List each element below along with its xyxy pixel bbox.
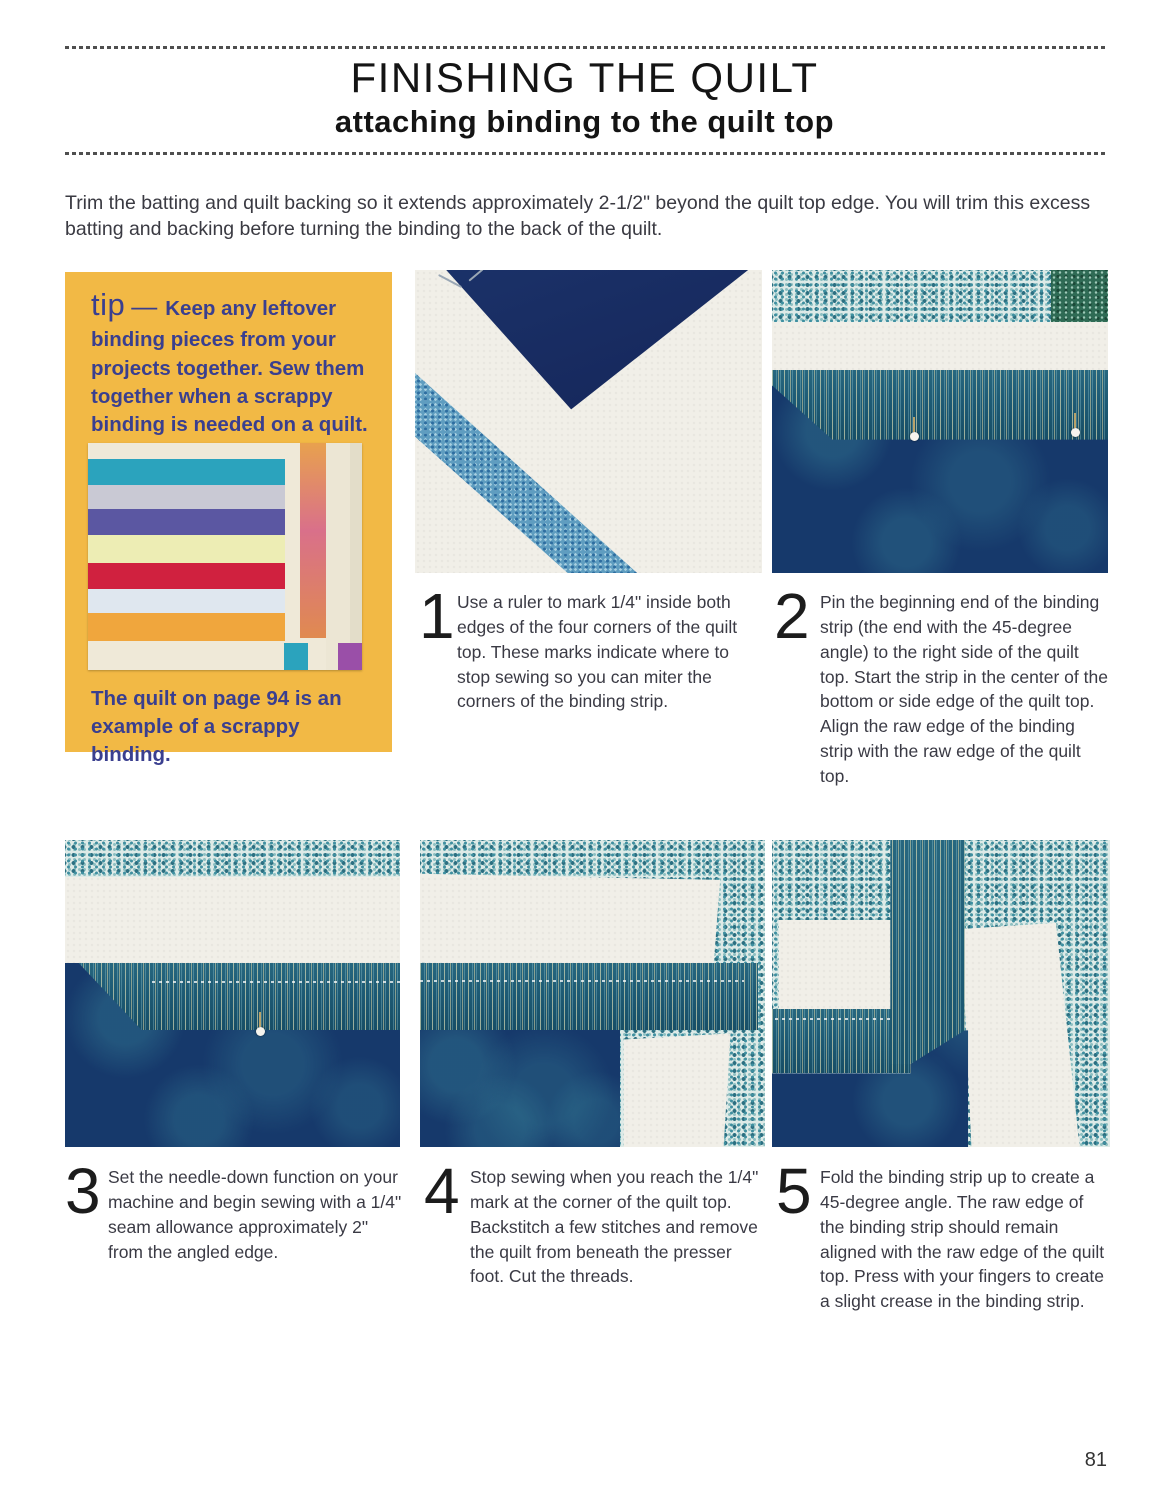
step-3-number: 3 (65, 1155, 101, 1227)
tip-dash: — (131, 291, 158, 321)
step-5-number: 5 (776, 1155, 812, 1227)
binding-strip (420, 963, 758, 1031)
intro-paragraph: Trim the batting and quilt backing so it extends approximately 2-1/2" beyond the quilt top edge. You will trim this excess batting and backing before turning the binding to the back of the quilt. (65, 191, 1091, 241)
scrappy-binding-photo (88, 443, 362, 670)
page-title: FINISHING THE QUILT (350, 54, 819, 101)
page-subtitle: attaching binding to the quilt top (334, 104, 835, 139)
step-3-text: Set the needle-down function on your machine and begin sewing with a 1/4" seam allowance approximately 2" from the angled edge. (108, 1167, 402, 1262)
photo-step4-corner-stop (420, 840, 765, 1147)
step-4-number: 4 (424, 1155, 460, 1227)
step-1-number: 1 (419, 580, 455, 652)
photo-step2-pinned-binding (772, 270, 1108, 573)
photo-step3-sewing-start (65, 840, 400, 1147)
stitch-line (775, 1018, 897, 1020)
step-1-text: Use a ruler to mark 1/4" inside both edges of the four corners of the quilt top. These marks indicate where to stop sewing so you can miter the corners of the binding strip. (457, 592, 738, 712)
batting-patch-left (779, 920, 897, 1009)
step-5-text: Fold the binding strip up to create a 45-degree angle. The raw edge of the binding strip should remain aligned with the raw edge of the quilt top. Press with your fingers to create a slight crease in the binding strip. (820, 1167, 1105, 1312)
green-fabric-patch (1051, 270, 1108, 322)
pin (1071, 428, 1080, 437)
header-top-dashed-rule (65, 46, 1107, 49)
tip-text (91, 284, 371, 439)
tip-label: tip (91, 287, 126, 322)
photo-step1-corner-marking (415, 270, 762, 573)
binding-strip (772, 370, 1108, 440)
step-2-text: Pin the beginning end of the binding strip (the end with the 45-degree angle) to the right side of the quilt top. Start the strip in the center of the bottom or side edge of the quilt top. Align the raw edge of the binding strip with the raw edge of the quilt top. (820, 592, 1108, 786)
stitch-line (152, 981, 400, 983)
photo-step5-fold-45 (772, 840, 1110, 1147)
step-2-number: 2 (774, 580, 810, 652)
quilt-top (420, 1030, 620, 1147)
header-bottom-dashed-rule (65, 152, 1107, 155)
tip-box (65, 272, 392, 767)
pin (910, 432, 919, 441)
backing-fabric (65, 840, 400, 877)
step-4-text: Stop sewing when you reach the 1/4" mark at the corner of the quilt top. Backstitch a few stitches and remove the quilt from beneath the presser foot. Cut the threads. (470, 1167, 759, 1287)
tip-body: Keep any leftover binding pieces from your projects together. Sew them together when a scrappy binding is needed on a quilt. (91, 297, 368, 436)
page-number: 81 (1084, 1449, 1107, 1471)
stitch-line (420, 980, 744, 982)
tip-caption: The quilt on page 94 is an example of a scrappy binding. (91, 687, 342, 767)
